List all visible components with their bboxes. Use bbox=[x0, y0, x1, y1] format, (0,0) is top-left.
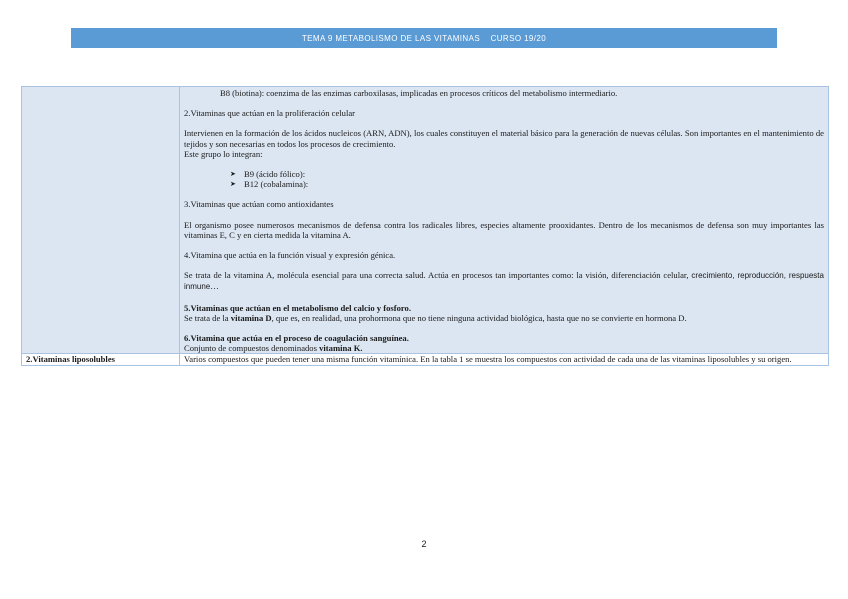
section-4-text-b: crecimiento, reproducción, respuesta inmune bbox=[184, 271, 824, 292]
section-6-title: 6.Vitamina que actúa en el proceso de coagulación sanguínea. bbox=[184, 333, 409, 344]
section-5-text bbox=[184, 313, 824, 323]
empty-label-cell bbox=[22, 87, 180, 354]
section-5-title: 5.Vitaminas que actúan en el metabolismo del calcio y fosforo. bbox=[184, 302, 412, 313]
list-item-text: B9 (ácido fólico): bbox=[244, 169, 306, 180]
section-6-text-bold: vitamina K. bbox=[319, 343, 363, 354]
arrow-bullet-icon: ➤ bbox=[230, 180, 236, 189]
vitamin-list bbox=[184, 169, 824, 189]
table-row bbox=[22, 354, 829, 365]
liposolubles-label: 2.Vitaminas liposolubles bbox=[22, 354, 180, 365]
vitamins-content-cell bbox=[180, 87, 829, 354]
page-number: 2 bbox=[421, 539, 427, 549]
list-item bbox=[184, 179, 824, 189]
section-3-text: El organismo posee numerosos mecanismos de defensa contra los radicales libres, especies altamente prooxidantes. Dentro de los mecanismos de defensa son muy importantes las vitaminas E, C y en cierta medida la vitamina A. bbox=[184, 219, 824, 240]
section-5-text-bold: vitamina D bbox=[230, 312, 272, 323]
page-header bbox=[71, 28, 777, 48]
content-table bbox=[21, 86, 829, 366]
table-row bbox=[22, 87, 829, 354]
section-3-title: 3.Vitaminas que actúan como antioxidantes bbox=[184, 199, 334, 210]
section-2-title: 2.Vitaminas que actúan en la proliferación celular bbox=[184, 108, 356, 119]
section-2-text: Intervienen en la formación de los ácidos nucleicos (ARN, ADN), los cuales constituyen el material básico para la generación de nuevas células. Son importantes en el mantenimiento de tejidos y son necesarias en todos los procesos de crecimiento. bbox=[184, 128, 824, 149]
section-2-group-intro: Este grupo lo integran: bbox=[184, 148, 263, 159]
section-4-text-a: Se trata de la vitamina A, molécula esencial para una correcta salud. Actúa en procesos tan importantes como: la visión, diferenciación celular, bbox=[184, 270, 689, 281]
section-6-text bbox=[184, 343, 824, 353]
section-4-text bbox=[184, 270, 824, 292]
section-6-text-a: Conjunto de compuestos denominados bbox=[184, 343, 320, 354]
section-4-title: 4.Vitamina que actúa en la función visual y expresión génica. bbox=[184, 250, 396, 261]
b8-text: B8 (biotina): coenzima de las enzimas carboxilasas, implicadas en procesos críticos del metabolismo intermediario. bbox=[220, 88, 618, 98]
liposolubles-text: Varios compuestos que pueden tener una misma función vitamínica. En la tabla 1 se muestra los compuestos con actividad de cada una de las vitaminas liposolubles y su origen. bbox=[180, 354, 829, 365]
list-item-text: B12 (cobalamina): bbox=[244, 179, 309, 190]
section-5-text-a: Se trata de la bbox=[184, 312, 231, 323]
section-4-text-c: … bbox=[210, 281, 219, 292]
list-item bbox=[184, 169, 824, 179]
header-title: TEMA 9 METABOLISMO DE LAS VITAMINAS CURSO 19/20 bbox=[301, 33, 547, 43]
arrow-bullet-icon: ➤ bbox=[230, 170, 236, 179]
section-5-text-b: , que es, en realidad, una prohormona que no tiene ninguna actividad biológica, hasta que no se convierte en hormona D. bbox=[271, 312, 687, 323]
